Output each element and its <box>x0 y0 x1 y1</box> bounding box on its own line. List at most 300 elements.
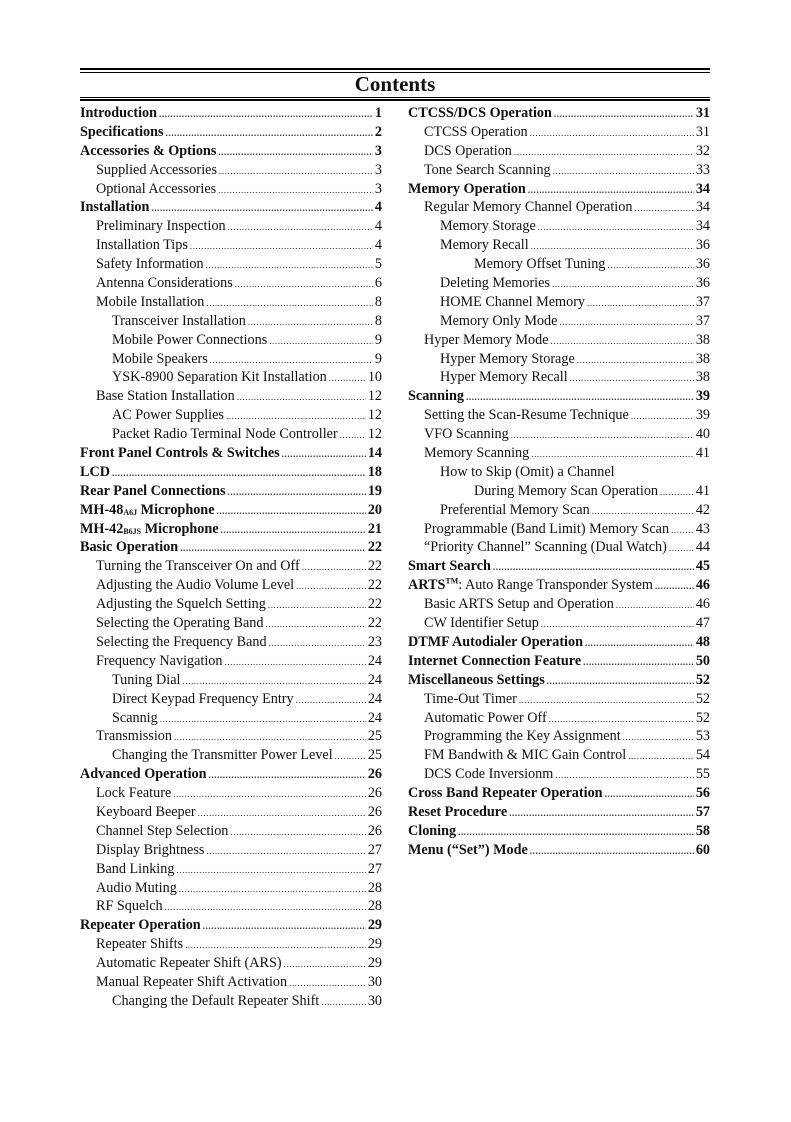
toc-entry-text: Lock Feature <box>96 785 172 802</box>
toc-entry-title <box>96 841 204 860</box>
toc-entry-installation[interactable] <box>80 198 382 217</box>
toc-entry-scannig[interactable] <box>80 709 382 728</box>
toc-entry-title <box>424 690 517 709</box>
toc-entry-tuning-dial[interactable] <box>80 671 382 690</box>
toc-entry-lock-feature[interactable] <box>80 784 382 803</box>
toc-entry-text: Changing the Default Repeater Shift <box>112 992 320 1009</box>
toc-entry-how-to-skip-omit-a-channel[interactable] <box>408 463 710 482</box>
toc-entry-title <box>474 482 658 501</box>
toc-entry-text: Accessories & Options <box>80 142 217 159</box>
toc-entry-ctcss-operation[interactable] <box>408 123 710 142</box>
dot-leader <box>203 917 366 936</box>
toc-page-number: 38 <box>695 331 710 348</box>
toc-entry-base-station-installation[interactable] <box>80 387 382 406</box>
toc-entry-memory-offset-tuning[interactable] <box>408 255 710 274</box>
dot-leader <box>198 804 366 823</box>
dot-leader <box>218 143 373 162</box>
toc-page-number: 38 <box>695 350 710 367</box>
toc-entry-channel-step-selection[interactable] <box>80 822 382 841</box>
toc-entry-title <box>96 387 235 406</box>
dot-leader <box>224 653 365 672</box>
dot-leader <box>174 728 366 747</box>
toc-entry-title <box>424 198 632 217</box>
dot-leader <box>206 256 373 275</box>
dot-leader <box>528 181 694 200</box>
toc-entry-title <box>96 217 226 236</box>
dot-leader <box>112 464 366 483</box>
dot-leader <box>466 388 694 407</box>
dot-leader <box>235 275 373 294</box>
toc-page-number: 42 <box>695 501 710 518</box>
dot-leader <box>634 199 693 218</box>
toc-entry-title <box>80 142 216 161</box>
toc-entry-title <box>408 180 526 199</box>
toc-page-number: 41 <box>695 482 710 499</box>
toc-page-number: 46 <box>695 596 710 613</box>
dot-leader <box>577 351 694 370</box>
toc-entry-title <box>424 444 529 463</box>
toc-entry-title <box>80 916 201 935</box>
toc-entry-adjusting-the-audio-volume-level[interactable] <box>80 576 382 595</box>
toc-entry-text: Internet Connection Feature <box>408 652 582 669</box>
toc-entry-regular-memory-channel-operation[interactable] <box>408 198 710 217</box>
toc-page-number: 54 <box>695 747 710 764</box>
toc-entry-title <box>424 595 614 614</box>
dot-leader <box>511 426 694 445</box>
toc-entry-text: Selecting the Frequency Band <box>96 633 267 650</box>
dot-leader <box>268 596 366 615</box>
toc-page-number: 36 <box>695 275 710 292</box>
toc-page-number: 26 <box>367 803 382 820</box>
toc-entry-menu-set-mode[interactable] <box>408 841 710 860</box>
toc-entry-text: RF Squelch <box>96 898 163 915</box>
dot-leader <box>555 766 694 785</box>
toc-entry-band-linking[interactable] <box>80 860 382 879</box>
toc-entry-text: DTMF Autodialer Operation <box>408 633 583 650</box>
toc-entry-text: Automatic Power Off <box>424 709 547 726</box>
toc-entry-title <box>440 368 568 387</box>
toc-entry-internet-connection-feature[interactable] <box>408 652 710 671</box>
toc-page-number: 39 <box>695 388 710 405</box>
toc-entry-specifications[interactable] <box>80 123 382 142</box>
toc-page-number: 26 <box>367 822 382 839</box>
toc-page-number: 4 <box>374 199 382 216</box>
toc-entry-text: Preliminary Inspection <box>96 218 226 235</box>
dot-leader <box>302 558 366 577</box>
toc-entry-text: Rear Panel Connections <box>80 482 226 499</box>
toc-entry-title <box>408 803 507 822</box>
toc-page-number: 2 <box>374 123 382 140</box>
toc-entry-repeater-operation[interactable] <box>80 916 382 935</box>
toc-entry-reset-procedure[interactable] <box>408 803 710 822</box>
toc-entry-supplied-accessories[interactable] <box>80 161 382 180</box>
toc-entry-time-out-timer[interactable] <box>408 690 710 709</box>
dot-leader <box>530 842 694 861</box>
toc-page-number: 27 <box>367 860 382 877</box>
toc-entry-memory-storage[interactable] <box>408 217 710 236</box>
toc-page-number: 52 <box>695 690 710 707</box>
toc-entry-title <box>408 652 581 671</box>
toc-entry-text: Time-Out Timer <box>424 690 517 707</box>
toc-entry-preliminary-inspection[interactable] <box>80 217 382 236</box>
toc-page-number: 28 <box>367 879 382 896</box>
toc-entry-title <box>96 255 204 274</box>
toc-column-right <box>408 104 710 860</box>
toc-page-number: 6 <box>374 275 382 292</box>
toc-entry-accessories-options[interactable] <box>80 142 382 161</box>
toc-entry-hyper-memory-mode[interactable] <box>408 331 710 350</box>
toc-page-number: 30 <box>367 973 382 990</box>
toc-entry-selecting-the-operating-band[interactable] <box>80 614 382 633</box>
toc-entry-ysk-8900-separation-kit-installation[interactable] <box>80 368 382 387</box>
toc-entry-setting-the-scan-resume-technique[interactable] <box>408 406 710 425</box>
toc-page-number: 43 <box>695 520 710 537</box>
toc-entry-safety-information[interactable] <box>80 255 382 274</box>
dot-leader <box>655 577 694 596</box>
toc-entry-text: Turning the Transceiver On and Off <box>96 558 300 575</box>
toc-entry-title <box>96 822 228 841</box>
toc-entry-title <box>408 576 653 595</box>
dot-leader <box>585 634 694 653</box>
toc-entry-scanning[interactable] <box>408 387 710 406</box>
toc-entry-title <box>112 406 224 425</box>
toc-entry-mobile-installation[interactable] <box>80 293 382 312</box>
dot-leader <box>538 218 694 237</box>
toc-page-number: 58 <box>695 822 710 839</box>
toc-entry-ctcss-dcs-operation[interactable] <box>408 104 710 123</box>
toc-entry-title <box>424 520 669 539</box>
page-title: Contents <box>354 72 436 96</box>
header-rule-bottom-thin <box>80 97 710 98</box>
toc-page-number: 38 <box>695 369 710 386</box>
trademark-mark: TM <box>445 576 459 586</box>
toc-entry-text: Mobile Installation <box>96 293 205 310</box>
toc-entry-title <box>80 463 110 482</box>
toc-page-number: 29 <box>367 917 382 934</box>
dot-leader <box>185 936 366 955</box>
toc-page-number: 34 <box>695 199 710 216</box>
toc-page-number: 40 <box>695 426 710 443</box>
toc-entry-text: YSK-8900 Separation Kit Installation <box>112 369 327 386</box>
toc-entry-title <box>474 255 605 274</box>
toc-entry-text: Mobile Speakers <box>112 350 208 367</box>
toc-entry-title <box>96 236 188 255</box>
dot-leader <box>282 445 366 464</box>
toc-entry-text: Base Station Installation <box>96 388 235 405</box>
toc-entry-text: CTCSS Operation <box>424 123 528 140</box>
dot-leader <box>151 199 373 218</box>
dot-leader <box>552 275 694 294</box>
toc-entry-adjusting-the-squelch-setting[interactable] <box>80 595 382 614</box>
toc-entry-turning-the-transceiver-on-and-off[interactable] <box>80 557 382 576</box>
dot-leader <box>209 766 366 785</box>
toc-entry-title <box>96 860 174 879</box>
toc-page-number: 31 <box>695 105 710 121</box>
toc-page-number: 24 <box>367 709 382 726</box>
toc-entry-title <box>96 633 267 652</box>
toc-entry-title <box>96 595 266 614</box>
toc-entry-text: Keyboard Beeper <box>96 803 196 820</box>
toc-entry-priority-channel-scanning-dual-watch[interactable] <box>408 538 710 557</box>
toc-entry-title <box>96 879 177 898</box>
toc-entry-display-brightness[interactable] <box>80 841 382 860</box>
toc-entry-text: Mobile Power Connections <box>112 331 268 348</box>
toc-entry-fm-bandwith-mic-gain-control[interactable] <box>408 746 710 765</box>
toc-entry-title <box>80 198 149 217</box>
toc-entry-cloning[interactable] <box>408 822 710 841</box>
toc-page-number: 34 <box>695 218 710 235</box>
toc-page-number: 37 <box>695 293 710 310</box>
dot-leader <box>553 162 694 181</box>
toc-entry-title <box>440 274 550 293</box>
toc-page-number: 39 <box>695 407 710 424</box>
toc-entry-title <box>80 538 178 557</box>
toc-entry-dtmf-autodialer-operation[interactable] <box>408 633 710 652</box>
toc-entry-introduction[interactable] <box>80 104 382 123</box>
dot-leader <box>284 955 366 974</box>
toc-entry-memory-recall[interactable] <box>408 236 710 255</box>
toc-entry-manual-repeater-shift-activation[interactable] <box>80 973 382 992</box>
toc-entry-preferential-memory-scan[interactable] <box>408 501 710 520</box>
toc-entry-title <box>424 614 539 633</box>
toc-entry-transmission[interactable] <box>80 727 382 746</box>
toc-page-number: 50 <box>695 652 710 669</box>
dot-leader <box>160 710 366 729</box>
toc-entry-automatic-repeater-shift-ars[interactable] <box>80 954 382 973</box>
toc-entry-smart-search[interactable] <box>408 557 710 576</box>
toc-entry-title <box>80 123 164 142</box>
toc-entry-title <box>96 973 287 992</box>
dot-leader <box>165 898 366 917</box>
dot-leader <box>531 237 694 256</box>
toc-entry-text: Automatic Repeater Shift (ARS) <box>96 955 282 972</box>
toc-page-number: 56 <box>695 785 710 802</box>
toc-entry-text: CTCSS/DCS Operation <box>408 105 552 121</box>
toc-entry-title <box>408 784 603 803</box>
toc-entry-rear-panel-connections[interactable] <box>80 482 382 501</box>
toc-entry-miscellaneous-settings[interactable] <box>408 671 710 690</box>
toc-entry-transceiver-installation[interactable] <box>80 312 382 331</box>
toc-entry-text: Transmission <box>96 728 172 745</box>
toc-page-number: 28 <box>367 898 382 915</box>
toc-entry-text: Supplied Accessories <box>96 161 217 178</box>
toc-page-number: 8 <box>374 312 382 329</box>
toc-entry-dcs-operation[interactable] <box>408 142 710 161</box>
dot-leader <box>514 143 694 162</box>
toc-entry-optional-accessories[interactable] <box>80 180 382 199</box>
dot-leader <box>248 313 373 332</box>
toc-entry-text: DCS Code Inversionm <box>424 766 554 783</box>
toc-entry-advanced-operation[interactable] <box>80 765 382 784</box>
dot-leader <box>570 369 694 388</box>
toc-page-number: 37 <box>695 312 710 329</box>
toc-entry-title <box>112 425 338 444</box>
toc-page-number: 21 <box>367 520 382 537</box>
toc-entry-changing-the-transmitter-power-level[interactable] <box>80 746 382 765</box>
toc-entry-title <box>424 161 551 180</box>
toc-entry-title <box>96 576 294 595</box>
toc-entry-text: Hyper Memory Recall <box>440 369 568 386</box>
toc-entry-text: Memory Storage <box>440 218 536 235</box>
toc-entry-text: Reset Procedure <box>408 803 508 820</box>
toc-entry-text: ARTS <box>408 577 446 594</box>
toc-entry-programmable-band-limit-memory-scan[interactable] <box>408 520 710 539</box>
dot-leader <box>554 105 694 124</box>
toc-entry-title <box>112 368 327 387</box>
toc-entry-programming-the-key-assignment[interactable] <box>408 727 710 746</box>
toc-page-number: 10 <box>367 369 382 386</box>
toc-entry-text: Programmable (Band Limit) Memory Scan <box>424 520 670 537</box>
toc-entry-automatic-power-off[interactable] <box>408 709 710 728</box>
toc-entry-lcd[interactable] <box>80 463 382 482</box>
toc-entry-hyper-memory-recall[interactable] <box>408 368 710 387</box>
toc-page-number: 24 <box>367 690 382 707</box>
dot-leader <box>269 634 366 653</box>
toc-entry-audio-muting[interactable] <box>80 879 382 898</box>
dot-leader <box>335 747 366 766</box>
dot-leader <box>228 483 366 502</box>
dot-leader <box>179 880 366 899</box>
toc-page-number: 47 <box>695 615 710 632</box>
toc-entry-text: Smart Search <box>408 558 491 575</box>
toc-entry-title <box>440 236 529 255</box>
toc-entry-mh-48-microphone[interactable] <box>80 501 382 520</box>
toc-entry-title <box>96 274 233 293</box>
toc-entry-home-channel-memory[interactable] <box>408 293 710 312</box>
toc-entry-dcs-code-inversionm[interactable] <box>408 765 710 784</box>
toc-entry-keyboard-beeper[interactable] <box>80 803 382 822</box>
toc-entry-text: Adjusting the Squelch Setting <box>96 596 266 613</box>
toc-entry-memory-operation[interactable] <box>408 180 710 199</box>
toc-entry-text: Display Brightness <box>96 841 205 858</box>
toc-entry-cw-identifier-setup[interactable] <box>408 614 710 633</box>
toc-entry-deleting-memories[interactable] <box>408 274 710 293</box>
toc-entry-mobile-power-connections[interactable] <box>80 331 382 350</box>
dot-leader <box>669 539 694 558</box>
toc-entry-title <box>112 671 180 690</box>
toc-entry-memory-scanning[interactable] <box>408 444 710 463</box>
toc-entry-text: Advanced Operation <box>80 766 207 783</box>
toc-entry-basic-operation[interactable] <box>80 538 382 557</box>
toc-entry-text: “Priority Channel” Scanning (Dual Watch) <box>424 539 667 556</box>
dot-leader <box>226 407 366 426</box>
toc-entry-changing-the-default-repeater-shift[interactable] <box>80 992 382 1011</box>
toc-entry-text: Introduction <box>80 105 157 121</box>
toc-entry-title <box>112 312 246 331</box>
toc-entry-title <box>424 765 553 784</box>
toc-page-number: 52 <box>695 709 710 726</box>
toc-page-number: 23 <box>367 633 382 650</box>
toc-page-number: 52 <box>695 671 710 688</box>
dot-leader <box>296 577 366 596</box>
toc-entry-title <box>440 312 557 331</box>
toc-page-number: 44 <box>695 539 710 556</box>
toc-entry-frequency-navigation[interactable] <box>80 652 382 671</box>
toc-entry-mh-42-microphone[interactable] <box>80 520 382 539</box>
toc-entry-memory-only-mode[interactable] <box>408 312 710 331</box>
toc-entry-text: Adjusting the Audio Volume Level <box>96 577 295 594</box>
toc-entry-title <box>96 293 204 312</box>
toc-page-number: 1 <box>374 105 382 121</box>
toc-page-number: 34 <box>695 180 710 197</box>
toc-page-number: 22 <box>367 615 382 632</box>
toc-page-number: 18 <box>367 463 382 480</box>
toc-entry-title <box>96 954 282 973</box>
toc-page-number: 3 <box>374 142 382 159</box>
toc-entry-repeater-shifts[interactable] <box>80 935 382 954</box>
toc-entry-vfo-scanning[interactable] <box>408 425 710 444</box>
dot-leader <box>509 804 694 823</box>
toc-page-number: 36 <box>695 256 710 273</box>
toc-entry-front-panel-controls-switches[interactable] <box>80 444 382 463</box>
toc-page-number: 55 <box>695 766 710 783</box>
toc-page-number: 14 <box>367 445 382 462</box>
dot-leader <box>623 728 694 747</box>
toc-entry-direct-keypad-frequency-entry[interactable] <box>80 690 382 709</box>
toc-entry-title <box>424 709 547 728</box>
toc-entry-selecting-the-frequency-band[interactable] <box>80 633 382 652</box>
toc-entry-tone-search-scanning[interactable] <box>408 161 710 180</box>
toc-column-left <box>80 104 382 1011</box>
toc-entry-text: Hyper Memory Mode <box>424 331 549 348</box>
toc-entry-text: Tuning Dial <box>112 671 181 688</box>
dot-leader <box>547 672 694 691</box>
toc-entry-title <box>96 652 222 671</box>
toc-entry-rf-squelch[interactable] <box>80 897 382 916</box>
toc-entry-text: Installation Tips <box>96 237 188 254</box>
toc-page-number: 46 <box>695 577 710 594</box>
toc-entry-hyper-memory-storage[interactable] <box>408 350 710 369</box>
toc-page-number: 24 <box>367 671 382 688</box>
toc-entry-packet-radio-terminal-node-controller[interactable] <box>80 425 382 444</box>
toc-entry-ac-power-supplies[interactable] <box>80 406 382 425</box>
toc-entry-text: Memory Recall <box>440 237 529 254</box>
dot-leader <box>519 691 694 710</box>
toc-entry-arts-auto-range-transponder-system[interactable] <box>408 576 710 595</box>
toc-entry-title <box>408 841 528 860</box>
toc-entry-cross-band-repeater-operation[interactable] <box>408 784 710 803</box>
toc-page-number: 25 <box>367 747 382 764</box>
dot-leader <box>607 256 693 275</box>
toc-entry-text: Band Linking <box>96 860 175 877</box>
toc-entry-text: Selecting the Operating Band <box>96 615 264 632</box>
toc-page-number: 45 <box>695 558 710 575</box>
toc-entry-title <box>96 557 300 576</box>
toc-entry-during-memory-scan-operation[interactable] <box>408 482 710 501</box>
toc-entry-mobile-speakers[interactable] <box>80 350 382 369</box>
toc-page-number: 19 <box>367 482 382 499</box>
toc-entry-text: Repeater Shifts <box>96 936 184 953</box>
toc-entry-title <box>424 123 528 142</box>
toc-entry-title <box>80 104 157 123</box>
toc-entry-text: Installation <box>80 199 150 216</box>
model-suffix: A6J <box>123 507 138 517</box>
dot-leader <box>206 294 373 313</box>
toc-page-number: 12 <box>367 407 382 424</box>
toc-entry-text: Audio Muting <box>96 879 177 896</box>
toc-entry-basic-arts-setup-and-operation[interactable] <box>408 595 710 614</box>
toc-entry-title <box>112 690 294 709</box>
dot-leader <box>221 521 366 540</box>
toc-entry-title <box>408 104 552 123</box>
toc-entry-title <box>80 482 226 501</box>
toc-page-number: 22 <box>367 539 382 556</box>
toc-entry-title <box>440 217 536 236</box>
toc-entry-title <box>408 633 583 652</box>
toc-entry-antenna-considerations[interactable] <box>80 274 382 293</box>
toc-entry-installation-tips[interactable] <box>80 236 382 255</box>
toc-entry-text: CW Identifier Setup <box>424 615 539 632</box>
